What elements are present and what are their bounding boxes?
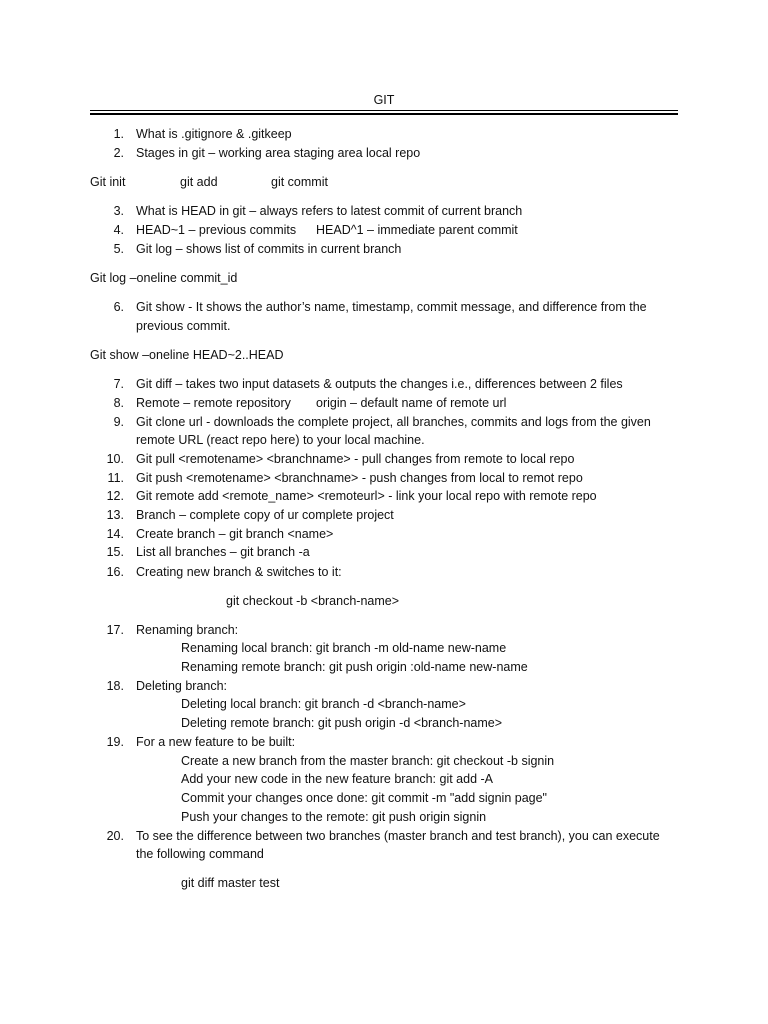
list-number: 15.	[106, 545, 124, 559]
list-number: 10.	[106, 452, 124, 466]
list-text: To see the difference between two branches (master branch and test branch), you can execute	[136, 829, 660, 843]
list-number: 14.	[106, 527, 124, 541]
list-text: List all branches – git branch -a	[136, 545, 310, 559]
list-text: remote URL (react repo here) to your local machine.	[136, 433, 425, 447]
sub-item: Renaming local branch: git branch -m old-name new-name	[181, 641, 507, 655]
list-text: Git diff – takes two input datasets & outputs the changes i.e., differences between 2 files	[136, 377, 623, 391]
title-rule-top	[90, 110, 678, 111]
list-text-secondary: origin – default name of remote url	[316, 396, 507, 410]
list-text: What is HEAD in git – always refers to latest commit of current branch	[136, 204, 523, 218]
list-number: 17.	[106, 623, 124, 637]
list-text: Remote – remote repository	[136, 396, 291, 410]
sub-item: Add your new code in the new feature branch: git add -A	[181, 772, 493, 786]
command-line: git diff master test	[181, 876, 280, 890]
list-number: 16.	[106, 565, 124, 579]
sub-item: Deleting remote branch: git push origin -d <branch-name>	[181, 716, 503, 730]
sub-item: Push your changes to the remote: git push origin signin	[181, 810, 487, 824]
git-init-text: Git init	[90, 175, 126, 189]
git-commit-text: git commit	[271, 175, 328, 189]
list-number: 2.	[113, 146, 124, 160]
sub-item: Commit your changes once done: git commit -m "add signin page"	[181, 791, 547, 805]
list-text: Git show - It shows the author’s name, timestamp, commit message, and difference from the	[136, 300, 647, 314]
list-text: What is .gitignore & .gitkeep	[136, 127, 292, 141]
paragraph-git-log-oneline: Git log –oneline commit_id	[90, 271, 238, 285]
list-text: Deleting branch:	[136, 679, 228, 693]
paragraph-git-stages	[0, 173, 768, 191]
list-number: 4.	[113, 223, 124, 237]
git-add-text: git add	[180, 175, 218, 189]
list-text: Creating new branch & switches to it:	[136, 565, 342, 579]
list-number: 13.	[106, 508, 124, 522]
list-text: For a new feature to be built:	[136, 735, 296, 749]
list-text: the following command	[136, 847, 264, 861]
list-text: Git push <remotename> <branchname> - push changes from local to remot repo	[136, 471, 583, 485]
list-text: Git clone url - downloads the complete project, all branches, commits and logs from the given	[136, 415, 651, 429]
list-number: 18.	[106, 679, 124, 693]
list-number: 20.	[106, 829, 124, 843]
list-number: 5.	[113, 242, 124, 256]
list-number: 6.	[113, 300, 124, 314]
sub-item: Deleting local branch: git branch -d <branch-name>	[181, 697, 466, 711]
list-text: Stages in git – working area staging area local repo	[136, 146, 421, 160]
list-number: 3.	[113, 204, 124, 218]
document-title: GIT	[373, 93, 395, 107]
list-text: Git pull <remotename> <branchname> - pull changes from remote to local repo	[136, 452, 575, 466]
list-number: 8.	[113, 396, 124, 410]
list-text: Git log – shows list of commits in current branch	[136, 242, 402, 256]
command-line: git checkout -b <branch-name>	[226, 594, 400, 608]
list-number: 7.	[113, 377, 124, 391]
list-text: previous commit.	[136, 319, 231, 333]
list-text: HEAD~1 – previous commits	[136, 223, 297, 237]
list-number: 12.	[106, 489, 124, 503]
list-text: Create branch – git branch <name>	[136, 527, 334, 541]
list-number: 1.	[113, 127, 124, 141]
sub-item: Create a new branch from the master branch: git checkout -b signin	[181, 754, 555, 768]
list-text: Branch – complete copy of ur complete project	[136, 508, 394, 522]
list-text: Renaming branch:	[136, 623, 239, 637]
list-text-secondary: HEAD^1 – immediate parent commit	[316, 223, 518, 237]
list-text: Git remote add <remote_name> <remoteurl> - link your local repo with remote repo	[136, 489, 597, 503]
list-number: 19.	[106, 735, 124, 749]
paragraph-git-show-oneline: Git show –oneline HEAD~2..HEAD	[90, 348, 284, 362]
list-number: 9.	[113, 415, 124, 429]
list-number: 11.	[107, 471, 124, 485]
title-rule-bottom	[90, 113, 678, 115]
sub-item: Renaming remote branch: git push origin :old-name new-name	[181, 660, 528, 674]
